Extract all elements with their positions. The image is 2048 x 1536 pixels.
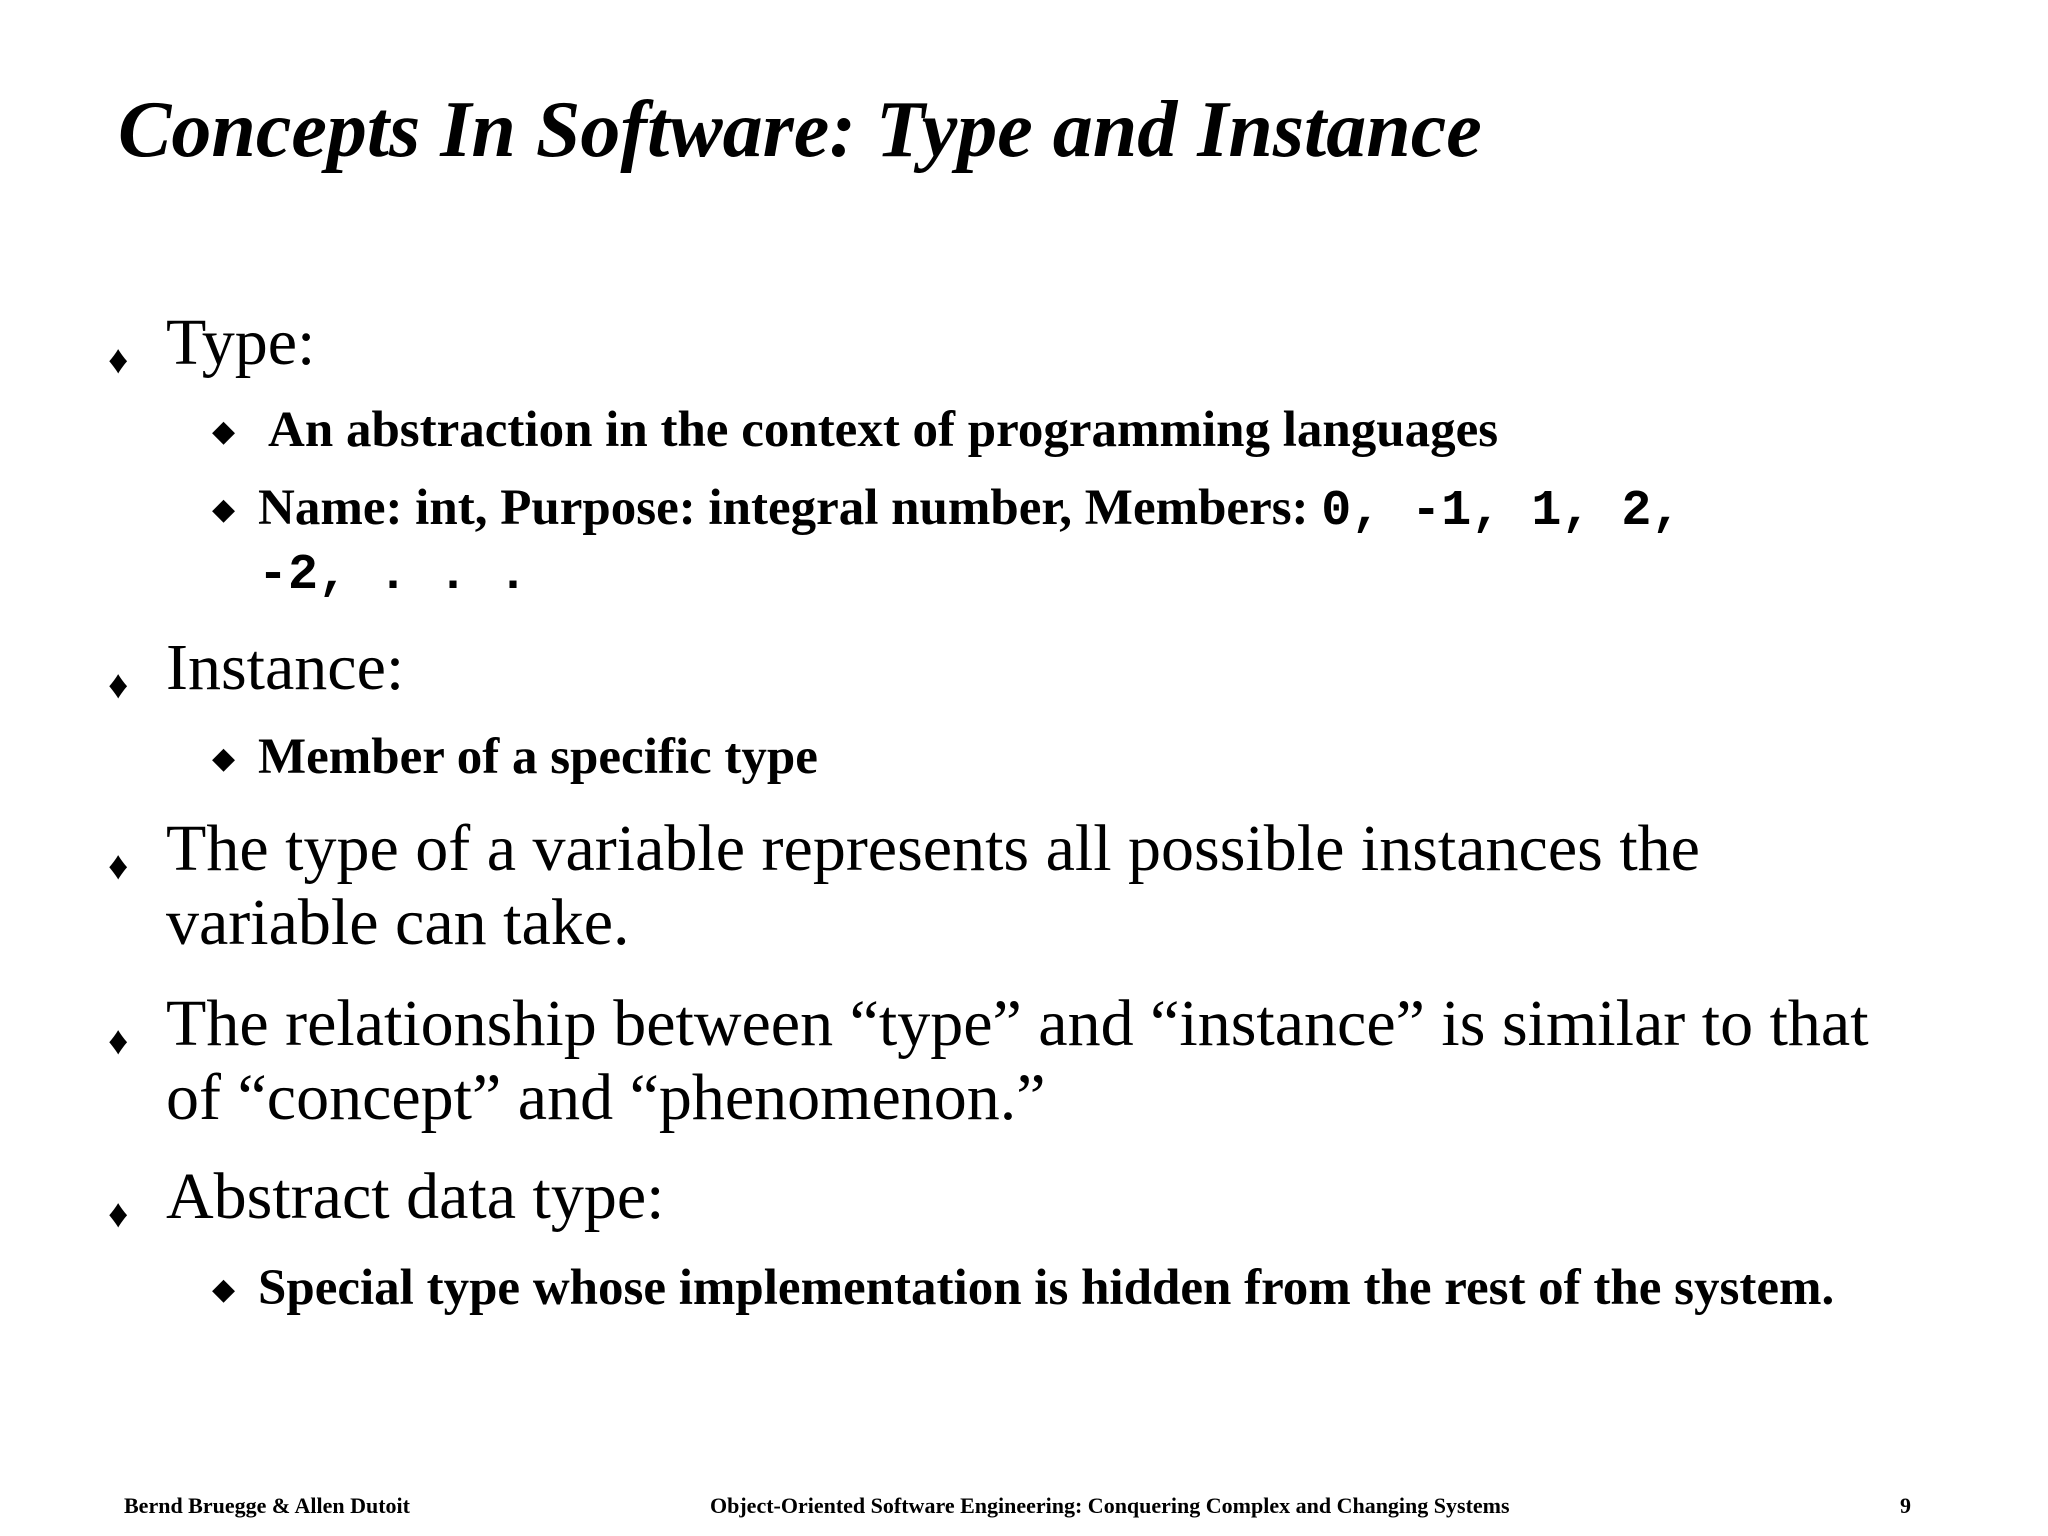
footer-authors: Bernd Bruegge & Allen Dutoit [124,1493,410,1518]
footer-page-number: 9 [1900,1493,1911,1518]
diamond-bullet-icon: ♦ [108,843,129,888]
bullet-text: The relationship between “type” and “instance” is similar to that of “concept” and “phenomenon.” [166,987,1869,1134]
diamond-bullet-icon: ♦ [108,337,129,382]
bullet-text: The type of a variable represents all possible instances the variable can take. [166,812,1700,959]
diamond-sub-bullet-icon: ◆ [212,1273,236,1306]
bullet-text: Instance: [166,631,405,704]
sub-bullet-text-part: Name: int, Purpose: integral number, Members: [258,480,1322,536]
bullet-text: Type: [166,306,316,379]
bullet-text: Abstract data type: [166,1160,665,1233]
slide-title: Concepts In Software: Type and Instance [118,86,1482,174]
diamond-sub-bullet-icon: ◆ [212,493,236,526]
sub-bullet-text [258,478,1898,606]
footer-book-title: Object-Oriented Software Engineering: Conquering Complex and Changing Systems [710,1493,1510,1518]
sub-bullet-text: An abstraction in the context of programming languages [268,402,1499,458]
diamond-sub-bullet-icon: ◆ [212,415,236,448]
diamond-sub-bullet-icon: ◆ [212,742,236,775]
diamond-bullet-icon: ♦ [108,1191,129,1236]
sub-bullet-text: Member of a specific type [258,729,818,785]
sub-bullet-text: Special type whose implementation is hidden from the rest of the system. [258,1260,1835,1316]
diamond-bullet-icon: ♦ [108,662,129,707]
diamond-bullet-icon: ♦ [108,1018,129,1063]
code-members: 0, -1, 1, 2, -2, . . . [258,483,1682,604]
